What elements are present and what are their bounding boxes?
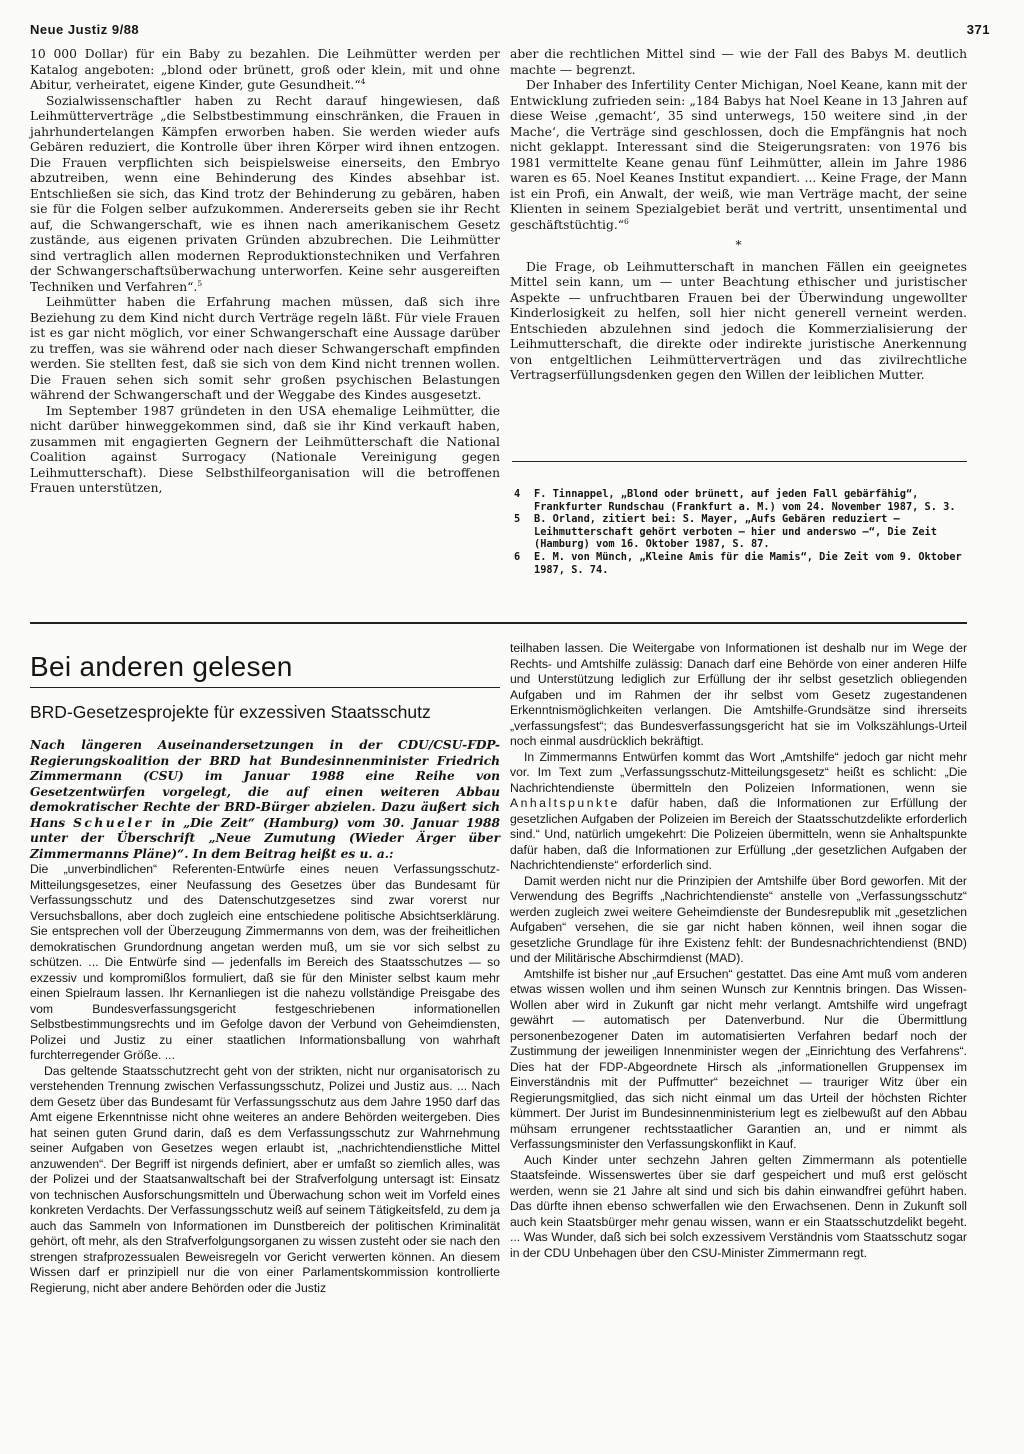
top-right-column — [510, 47, 967, 384]
paragraph: Amtshilfe ist bisher nur „auf Ersuchen“ gestattet. Das eine Amt muß vom anderen etwas wissen wollen und ihm seinen Wunsch zur Kenntnis bringen. Das Wissen-Wollen aber wird in Zukunft gar nicht mehr verlangt. Amtshilfe wird ungefragt gewährt — automatisch per Datenverbund. Nur die Übermittlung personenbezogener Daten im automatisierten Verfahren bedarf noch der Zustimmung der jeweiligen Innenminister wegen der „Einrichtung des Verfahrens“. Dies hat der FDP-Abgeordnete Hirsch als „informationellen Gruppensex im Einverständnis mit der Puffmutter“ bezeichnet — trauriger Witz über ein Regierungsmitglied, das sich nicht einmal um das Urteil der höchsten Richter kümmert. Der Jurist im Bundesinnenministerium legt es zielbewußt auf den Abbau mühsam errungener rechtsstaatlicher Garantien an, und er nimmt als Verfassungsminister den Verfassungskonflikt in Kauf. — [510, 966, 967, 1151]
author-name: Schueler — [73, 815, 154, 830]
paragraph: Die „unverbindlichen“ Referenten-Entwürfe eines neuen Verfassungsschutz-Mitteilungsgesetzes, einer Neufassung des Gesetzes über das Bundesamt für Verfassungsschutz und des Datenschutzgesetzes sind zwar vorerst nur Versuchsballons, aber doch zugleich eine entschiedene politische Absichtserklärung. Sie entsprechen voll der Überzeugung Zimmermanns von dem, was der freiheitlichen demokratischen Grundordnung angetan werden muß, um sie vor sich selbst zu schützen. ... Die Entwürfe sind — jedenfalls im Bereich des Staatsschutzes — so exzessiv und kompromißlos formuliert, daß sie für den Minister selbst kaum mehr einen Spielraum lassen. Ihr Kernanliegen ist die nahezu vollständige Preisgabe des vom Bundesverfassungsgericht festgeschriebenen informationellen Selbstbestimmungsrechts und im Gefolge davon der Verbund von Geheimdiensten, Polizei und Justiz zu einer staatlichen Informationsballung von wahrhaft furchterregender Größe. ... — [30, 862, 500, 1062]
footnote: 6 E. M. von Münch, „Kleine Amis für die Mamis“, Die Zeit vom 9. Oktober 1987, S. 74. — [514, 550, 962, 576]
paragraph: Auch Kinder unter sechzehn Jahren gelten Zimmermann als potentielle Staatsfeinde. Wissenswertes über sie darf gespeichert und muß erst gelöscht werden, wenn sie 21 Jahre alt sind und sich bis dahin einwandfrei geführt haben. Das dürfte ihnen ebenso schwerfallen wie den Erwachsenen. Denn in Zukunft soll auch kein Staatsbürger mehr genau wissen, wann er ein Staatsschutzdelikt begeht. ... Was Wunder, daß sich bei solch exzessivem Verständnis vom Staatsschutz sogar in der CDU Unbehagen über den CSU-Minister Zimmermann regt. — [510, 1152, 967, 1260]
paragraph: teilhaben lassen. Die Weitergabe von Informationen ist deshalb nur im Wege der Rechts- und Amtshilfe zulässig: Danach darf eine Behörde von einer anderen Hilfe und Unterstützung lediglich zur Erfüllung der ihr selbst gesetzlich obliegenden Aufgaben und im Rahmen der ihr selbst vom Gesetz zugestandenen Erkenntnismöglichkeiten verlangen. Die Amtshilfe-Grundsätze sind ihrerseits „verfassungsfest“; das Bundesverfassungsgericht hat sie im Volkszählungs-Urteil noch einmal ausdrücklich bekräftigt. — [510, 641, 967, 748]
footnote-ref: 6 — [624, 216, 629, 226]
paragraph: Der Inhaber des Infertility Center Michigan, Noel Keane, kann mit der Entwicklung zufrieden sein: „184 Babys hat Noel Keane in 13 Jahren auf diese Weise ‚gemacht‘, 35 sind unterwegs, 150 weitere sind ‚in der Mache‘, die Verträge sind geschlossen, doch die Empfängnis hat noch nicht geklappt. Interessant sind die Steigerungsraten: von 1976 bis 1981 vermittelte Keane genau fünf Leihmütter, allein im Jahre 1986 waren es 65. Noel Keanes Institut expandiert. ... Keine Frage, der Mann ist ein Profi, ein Anwalt, der weiß, wie man Verträge macht, der seine Klienten in seinem Spezialgebiet berät und vertritt, unsentimental und geschäftstüchtig.“$^6$ — [510, 78, 967, 232]
journal-header: Neue Justiz 9/88 — [30, 22, 140, 37]
top-left-column — [30, 47, 500, 497]
title-rule — [30, 687, 500, 688]
bottom-right-column — [510, 641, 967, 1261]
footnote-ref: 5 — [197, 278, 203, 288]
page-number: 371 — [966, 22, 990, 37]
paragraph: Leihmütter haben die Erfahrung machen müssen, daß sich ihre Beziehung zu dem Kind nicht durch Verträge regeln läßt. Für viele Frauen ist es gar nicht möglich, vor einer Schwangerschaft eine Aussage darüber zu treffen, was sie während oder nach dieser Schwangerschaft empfinden werden. Sie stellten fest, daß sie sich von dem Kind nicht trennen wollen. Die Frauen sehen sich somit sehr großen psychischen Belastungen während der Schwangerschaft und der Weggabe des Kindes ausgesetzt. — [30, 295, 500, 402]
paragraph: In Zimmermanns Entwürfen kommt das Wort „Amtshilfe“ jedoch gar nicht mehr vor. Im Text zum „Verfassungsschutz-Mitteilungsgesetz“ heißt es schlicht: „Die Nachrichtendienste übermitteln den Polizeien Informationen, wenn sie Anhaltspunkte dafür haben, daß die Informationen zur Erfüllung der gesetzlichen Aufgaben der Polizeien im Bereich der Staatsschutzdelikte erforderlich sind.“ Und, natürlich umgekehrt: Die Polizeien übermitteln, wenn sie Anhaltspunkte dafür haben, daß die Informationen zur Erfüllung „der gesetzlichen Aufgaben der Nachrichtendienste“ erforderlich sind. — [510, 749, 967, 872]
paragraph: aber die rechtlichen Mittel sind — wie der Fall des Babys M. deutlich machte — begrenzt. — [510, 47, 967, 77]
footnote: 4 F. Tinnappel, „Blond oder brünett, auf jeden Fall gebärfähig“, Frankfurter Rundschau (Frankfurt a. M.) vom 24. November 1987, S. 3. — [514, 488, 956, 513]
paragraph: Das geltende Staatsschutzrecht geht von der strikten, nicht nur organisatorisch zu verstehenden Trennung zwischen Verfassungsschutz, Polizei und Justiz aus. ... Nach dem Gesetz über das Bundesamt für Verfassungsschutz aus dem Jahre 1950 darf das Amt eigene Erkenntnisse nicht ohne weiteres an andere Behörden weitergeben. Dies hat seinen guten Grund darin, daß es dem Verfassungsschutz zur Wahrnehmung seiner Aufgaben von Gesetzes wegen erlaubt ist, „nachrichtendienstliche Mittel anzuwenden“. Der Begriff ist nirgends definiert, aber er umfaßt so ziemlich alles, was der Polizei und der Staatsanwaltschaft bei der Strafverfolgung untersagt ist: Einsatz von technischen Ausforschungsmitteln und Überwachung schon weit im Vorfeld eines konkreten Verdachts. Der Verfassungsschutz weiß auf seinem Tätigkeitsfeld, zu dem ja auch das Sammeln von Informationen im Dunstbereich der politischen Kriminalität gehört, oft mehr, als den Strafverfolgungsorganen zu wissen zusteht oder sie nach den strengen strafprozessualen Beweisregeln vor Gericht verwerten können. An diesem Wissen darf er prinzipiell nur die von einer Parlamentskommission kontrollierte Regierung, nicht aber andere Behörden oder die Justiz — [30, 1063, 500, 1295]
bottom-left-column — [30, 738, 500, 1296]
paragraph: Im September 1987 gründeten in den USA ehemalige Leihmütter, die nicht darüber hinweggekommen sind, daß sie ihr Kind verkauft haben, zusammen mit engagierten Gegnern der Leihmütterschaft die National Coalition against Surrogacy (Nationale Vereinigung gegen Leihmutterschaft). Diese Selbsthilfeorganisation will die betroffenen Frauen unterstützen, — [30, 403, 500, 495]
section-separator: * — [735, 238, 742, 252]
footnote-rule — [512, 461, 967, 462]
footnote-ref: 4 — [360, 77, 366, 86]
footnotes — [514, 488, 967, 576]
footnote: 5 B. Orland, zitiert bei: S. Mayer, „Aufs Gebären reduziert — Leihmutterschaft gehört verboten — hier und anderswo —“, Die Zeit (Hamburg) vom 16. Oktober 1987, S. 87. — [514, 513, 937, 551]
section-divider — [30, 622, 967, 624]
paragraph: 10 000 Dollar) für ein Baby zu bezahlen. Die Leihmütter werden per Katalog angeboten: „blond oder brünett, groß oder klein, mit und ohne Abitur, verheiratet, eigene Kinder, gute Gesundheit.“$^4$ — [30, 47, 500, 92]
article-title: BRD-Gesetzesprojekte für exzessiven Staatsschutz — [30, 702, 431, 722]
article-intro: Nach längeren Auseinandersetzungen in der CDU/CSU-FDP-Regierungskoalition der BRD hat Bundesinnenminister Friedrich Zimmermann (CSU) im Januar 1988 eine Reihe von Gesetzentwürfen vorgelegt, die auf einen weiteren Abbau demokratischer Rechte der BRD-Bürger abzielen. Dazu äußert sich Hans Schueler in „Die Zeit“ (Hamburg) vom 30. Januar 1988 unter der Überschrift „Neue Zumutung (Wieder Ärger über Zimmermanns Pläne)“. In dem Beitrag heißt es u. a.: — [30, 738, 500, 861]
paragraph: Damit werden nicht nur die Prinzipien der Amtshilfe über Bord geworfen. Mit der Verwendung des Begriffs „Nachrichtendienste“ anstelle von „Verfassungsschutz“ werden zugleich zwei weitere Geheimdienste der Bundesrepublik mit „gesetzlichen Aufgaben“ versehen, die sie gar nicht haben können, weil ihnen sogar die gesetzliche Grundlage für ihre Existenz fehlt: der Bundesnachrichtendienst (BND) und der Militärische Abschirmdienst (MAD). — [510, 873, 967, 965]
paragraph: Die Frage, ob Leihmutterschaft in manchen Fällen ein geeignetes Mittel sein kann, um — unter Beachtung ethischer und juristischer Aspekte — unfruchtbaren Frauen bei der Überwindung ungewollter Kinderlosigkeit zu helfen, soll hier nicht generell verneint werden. Entschieden abzulehnen sind jedoch die Kommerzialisierung der Leihmutterschaft, die direkte oder indirekte juristische Anerkennung von entgeltlichen Leihmütterverträgen und das zivilrechtliche Vertragserfüllungsdenken gegen den Willen der leiblichen Mutter. — [510, 259, 967, 382]
paragraph: Sozialwissenschaftler haben zu Recht darauf hingewiesen, daß Leihmütterverträge „die Selbstbestimmung einschränken, die Frauen in jahrhundertelangen Kämpfen erworben haben. Sie werden wieder aufs Gebären reduziert, die Kontrolle über ihren Körper wird ihnen entzogen. Die Frauen verpflichten sich beispielsweise einerseits, den Embryo abzutreiben, wenn eine Behinderung des Kindes absehbar ist. Entschließen sie sich, das Kind trotz der Behinderung zu gebären, haben sie für die Folgen selber aufzukommen. Andererseits geben sie ihr Recht auf, die Schwangerschaft, wie es ihnen nach amerikanischem Gesetz zustände, aus eigenen privaten Gründen abzubrechen. Die Leihmütter sind vertraglich allen modernen Reproduktionstechniken und Verfahren der Schwangerschaftsüberwachung unterworfen. Keine sehr ausgereiften Techniken und Verfahren“.$^5$ — [30, 93, 500, 294]
section-title: Bei anderen gelesen — [30, 651, 293, 682]
